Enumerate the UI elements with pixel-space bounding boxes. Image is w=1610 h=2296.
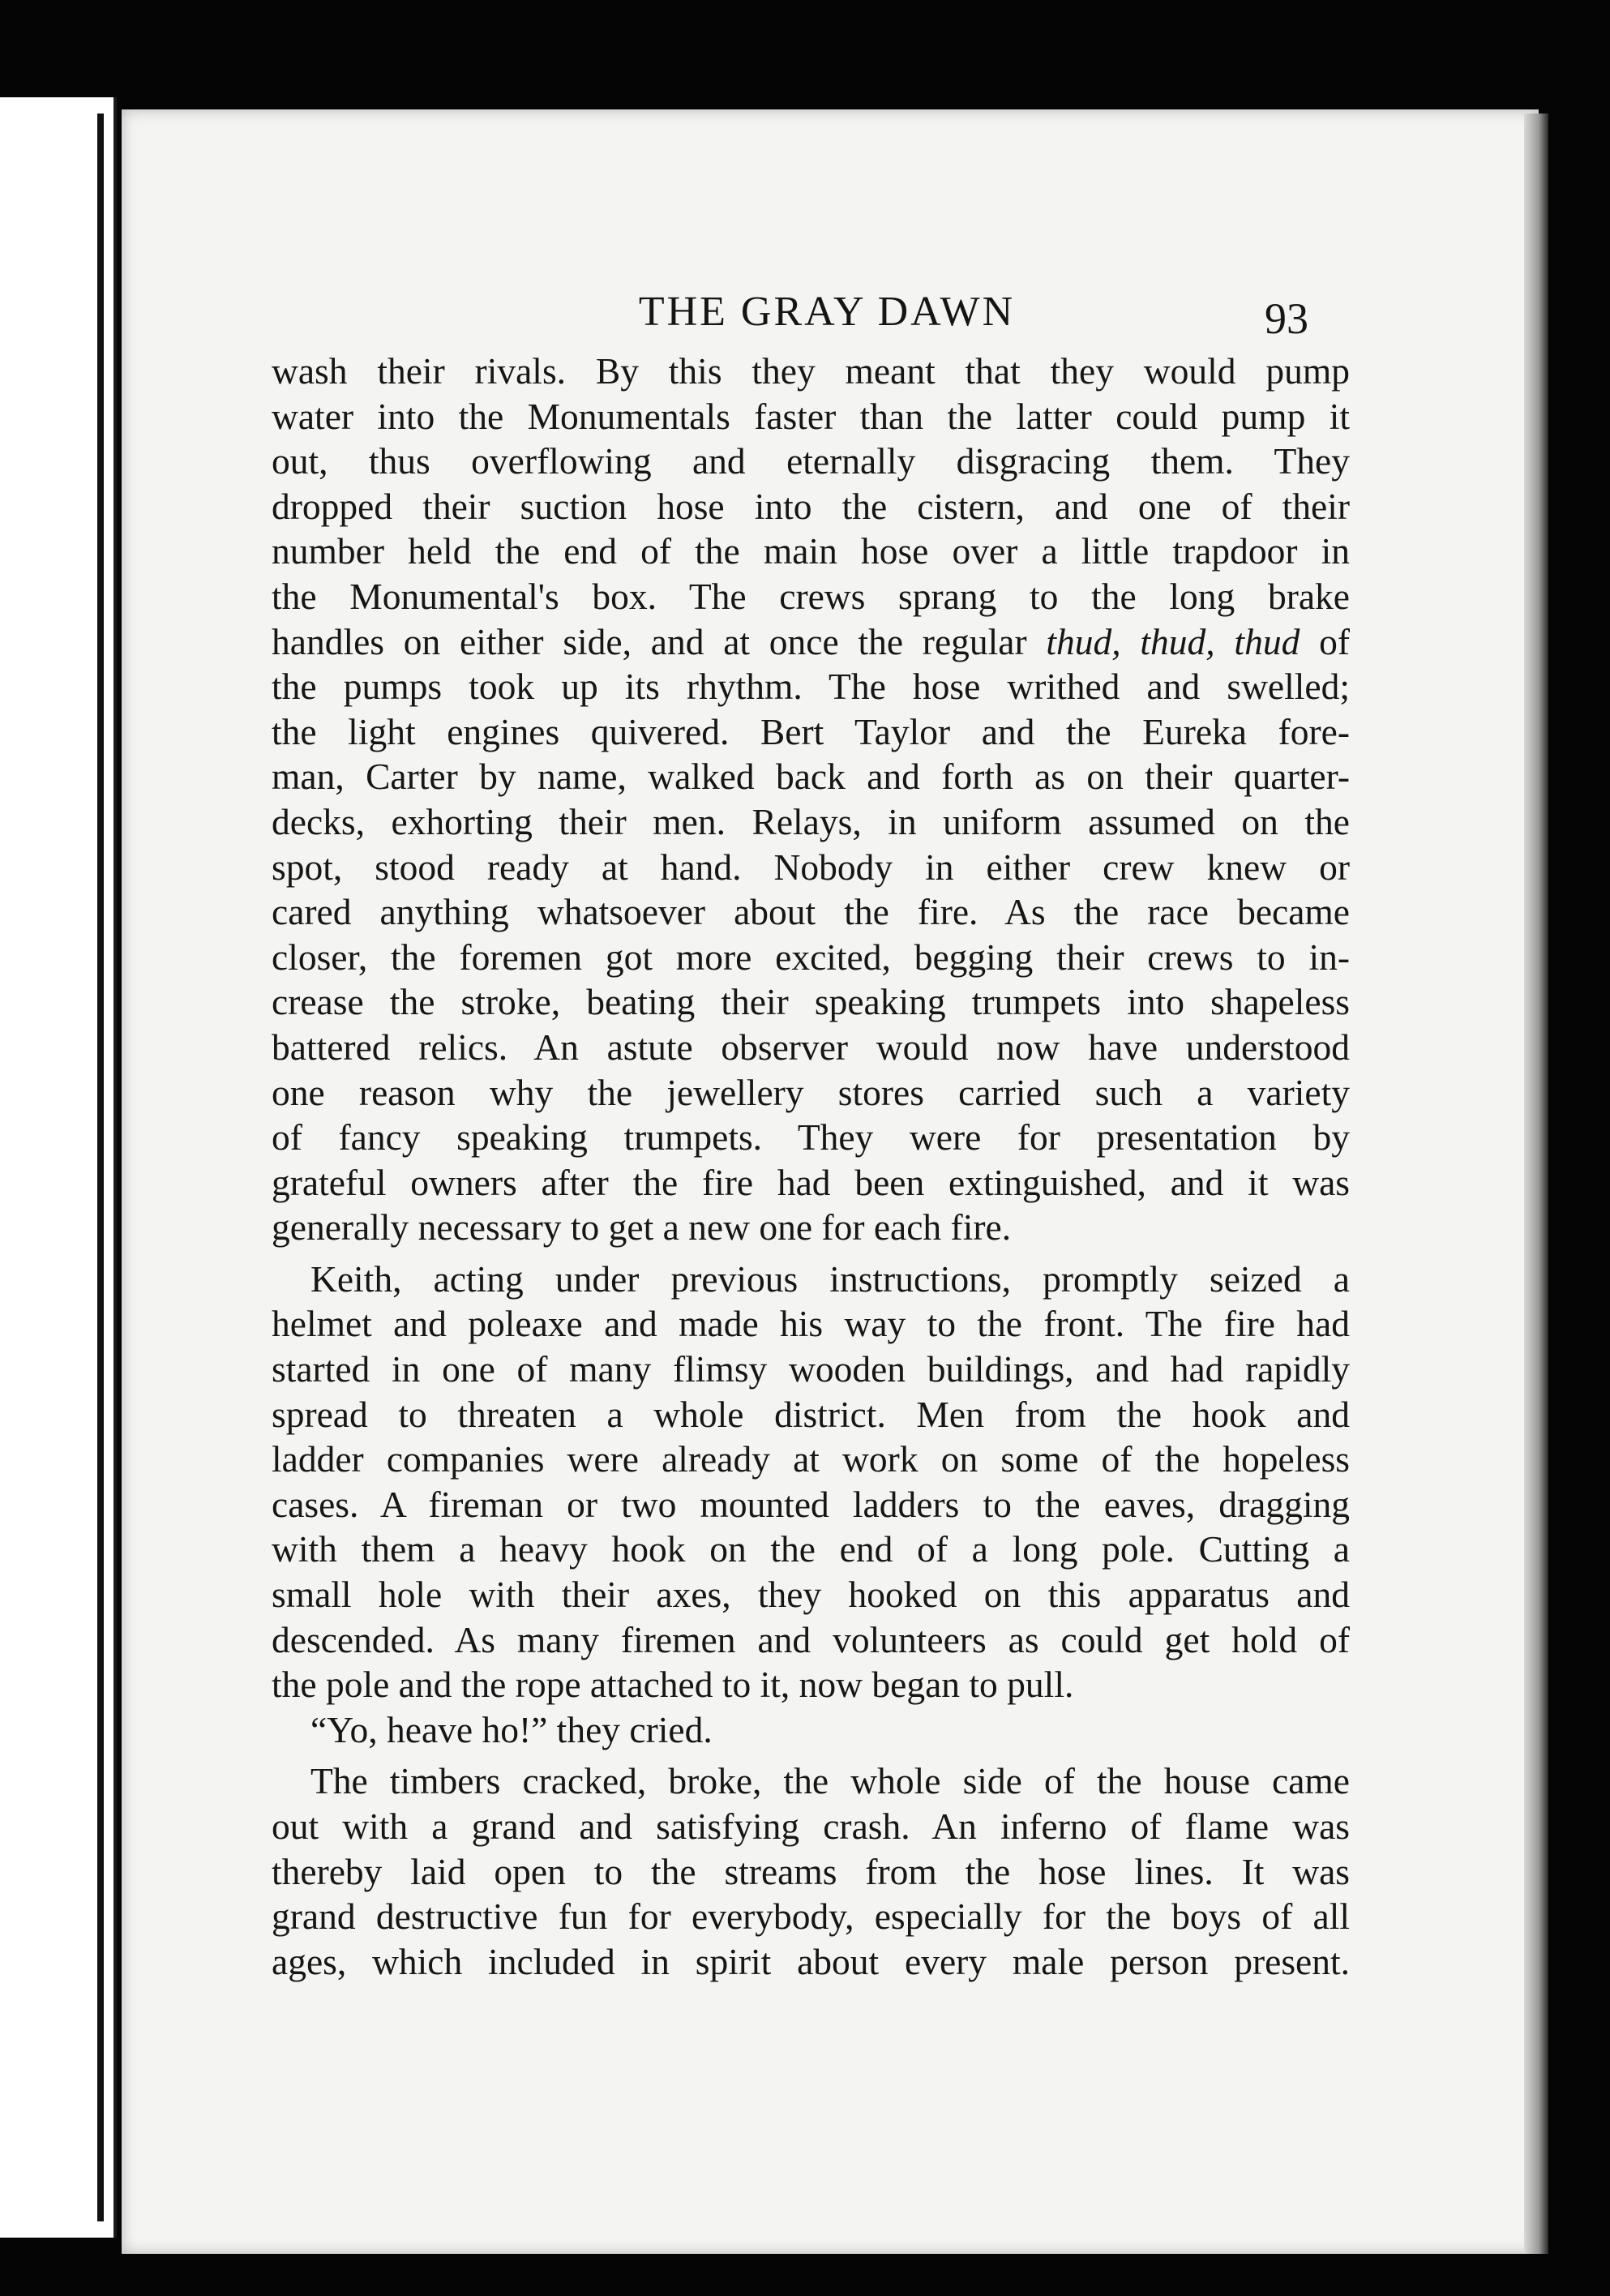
text-line: small hole with their axes, they hooked on this apparatus and bbox=[272, 1574, 1350, 1616]
text-line: one reason why the jewellery stores carried such a variety bbox=[272, 1071, 1350, 1113]
text-line: ages, which included in spirit about every male person present. bbox=[272, 1940, 1350, 1982]
running-head: THE GRAY DAWN bbox=[638, 289, 1016, 335]
text-line: wash their rivals. By this they meant that they would pump bbox=[272, 350, 1350, 392]
text-line: spread to threaten a whole district. Men from the hook and bbox=[272, 1393, 1350, 1435]
text-line: water into the Monumentals faster than the latter could pump it bbox=[272, 395, 1350, 437]
paragraph bbox=[272, 1707, 1350, 1753]
text-line: ladder companies were already at work on some of the hopeless bbox=[272, 1438, 1350, 1480]
text-line: the pole and the rope attached to it, now began to pull. bbox=[272, 1664, 1074, 1706]
text-line: spot, stood ready at hand. Nobody in either crew knew or bbox=[272, 846, 1350, 888]
text-line: out, thus overflowing and eternally disgracing them. They bbox=[272, 440, 1350, 482]
paragraph bbox=[272, 349, 1350, 1250]
binding-shadow bbox=[97, 114, 104, 2221]
text-line: Keith, acting under previous instructions, promptly seized a bbox=[310, 1257, 1350, 1300]
page-fore-edge bbox=[1524, 114, 1548, 2254]
text-line: cases. A fireman or two mounted ladders to the eaves, dragging bbox=[272, 1483, 1350, 1525]
text-line: grand destructive fun for everybody, especially for the boys of all bbox=[272, 1895, 1350, 1938]
paragraph bbox=[272, 1257, 1350, 1707]
text-line: closer, the foremen got more excited, begging their crews to in- bbox=[272, 936, 1350, 978]
text-line: battered relics. An astute observer would now have understood bbox=[272, 1026, 1350, 1068]
paragraph bbox=[272, 1758, 1350, 1984]
text-line: with them a heavy hook on the end of a long pole. Cutting a bbox=[272, 1528, 1350, 1570]
text-line: of fancy speaking trumpets. They were for presentation by bbox=[272, 1116, 1350, 1159]
body-text bbox=[272, 349, 1350, 1984]
text-line-with-italics: handles on either side, and at once the regular thud, thud, thud of bbox=[272, 620, 1350, 662]
text-line: the Monumental's box. The crews sprang to the long brake bbox=[272, 575, 1350, 617]
text-line: number held the end of the main hose over a little trapdoor in bbox=[272, 530, 1350, 572]
text-line: the pumps took up its rhythm. The hose writhed and swelled; bbox=[272, 666, 1350, 708]
text-line: decks, exhorting their men. Relays, in uniform assumed on the bbox=[272, 800, 1350, 842]
text-line: The timbers cracked, broke, the whole side of the house came bbox=[310, 1760, 1350, 1802]
text-line: helmet and poleaxe and made his way to the front. The fire had bbox=[272, 1303, 1350, 1345]
text-line: crease the stroke, beating their speaking trumpets into shapeless bbox=[272, 981, 1350, 1023]
text-line: generally necessary to get a new one for each fire. bbox=[272, 1206, 1012, 1249]
text-line: started in one of many flimsy wooden buildings, and had rapidly bbox=[272, 1348, 1350, 1390]
text-line: out with a grand and satisfying crash. An inferno of flame was bbox=[272, 1806, 1350, 1847]
text-line: grateful owners after the fire had been extinguished, and it was bbox=[272, 1161, 1350, 1203]
text-line: the light engines quivered. Bert Taylor and the Eureka fore- bbox=[272, 710, 1350, 752]
text-line: man, Carter by name, walked back and forth as on their quarter- bbox=[272, 756, 1350, 798]
text-line: dropped their suction hose into the cistern, and one of their bbox=[272, 485, 1350, 527]
text-line: descended. As many firemen and volunteers as could get hold of bbox=[272, 1618, 1350, 1660]
dialogue-line: “Yo, heave ho!” they cried. bbox=[310, 1708, 713, 1750]
text-line: cared anything whatsoever about the fire. As the race became bbox=[272, 891, 1350, 933]
text-line: thereby laid open to the streams from the hose lines. It was bbox=[272, 1850, 1350, 1892]
page-number: 93 bbox=[1265, 294, 1308, 343]
